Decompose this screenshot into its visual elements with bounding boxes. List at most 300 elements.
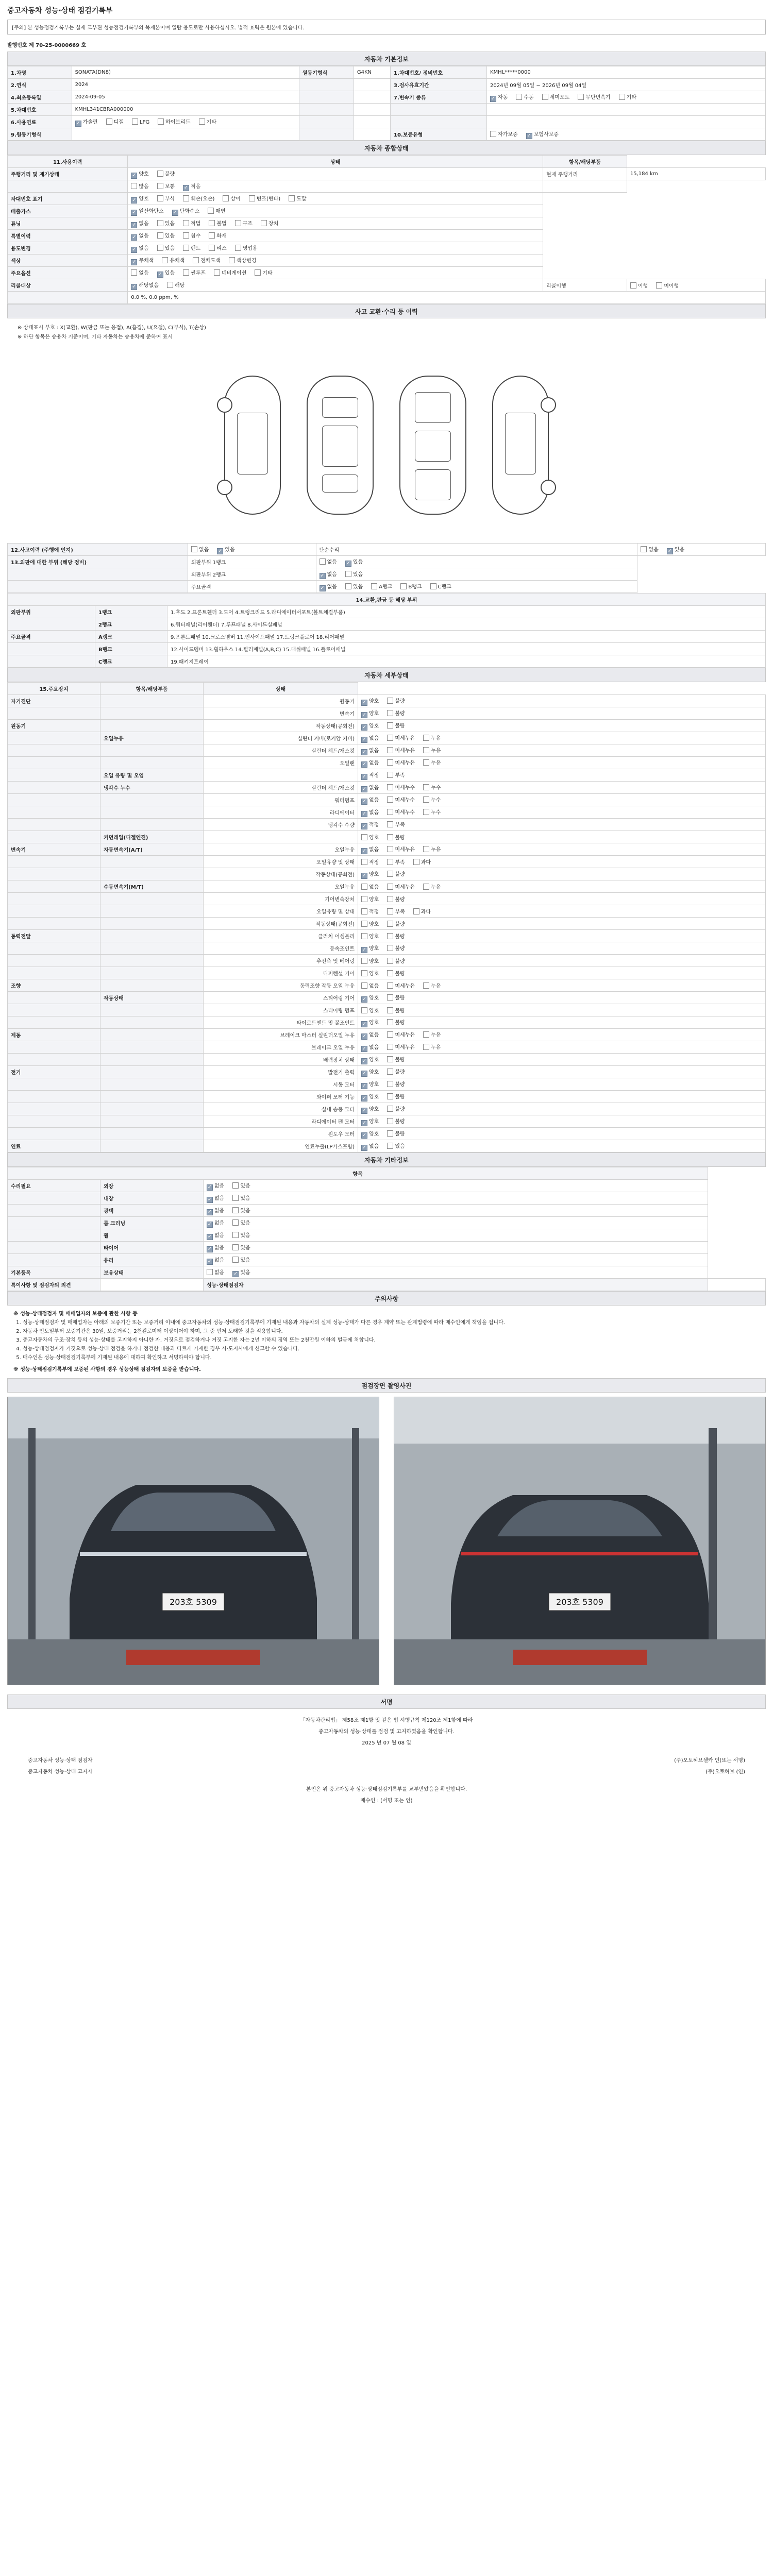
- option-label: 없음: [214, 1257, 225, 1263]
- checkbox[interactable]: ✓: [362, 1120, 367, 1126]
- section-accident: 사고 교환·수리 등 이력: [7, 304, 766, 318]
- section-notes: 주의사항: [7, 1291, 766, 1306]
- option: [345, 582, 363, 590]
- cell: [8, 942, 100, 955]
- checkbox[interactable]: [387, 1093, 393, 1099]
- checkbox[interactable]: ✓: [132, 246, 137, 252]
- checkbox[interactable]: [345, 571, 351, 577]
- option-label: 있음: [240, 1245, 250, 1251]
- parts-row: [8, 643, 766, 655]
- checkbox[interactable]: ✓: [362, 996, 367, 1002]
- checkbox[interactable]: [423, 796, 429, 803]
- checkbox[interactable]: ✓: [362, 749, 367, 755]
- cell: G4KN: [354, 66, 390, 79]
- cell: 냉각수 누수: [100, 782, 204, 794]
- option: [387, 721, 405, 729]
- cell: [316, 556, 637, 568]
- checkbox[interactable]: ✓: [362, 1070, 367, 1076]
- checkbox[interactable]: ✓: [362, 1095, 367, 1101]
- checkbox[interactable]: [423, 1044, 429, 1050]
- checkbox[interactable]: [106, 118, 112, 125]
- checkbox[interactable]: [167, 282, 173, 288]
- checkbox[interactable]: [387, 846, 393, 852]
- checkbox[interactable]: [387, 698, 393, 704]
- option-label: 양호: [139, 196, 149, 202]
- checkbox[interactable]: [209, 232, 215, 239]
- cell: 7.변속기 종류: [390, 91, 486, 104]
- checkbox[interactable]: ✓: [362, 1132, 367, 1138]
- checkbox[interactable]: [387, 1019, 393, 1025]
- cell: [358, 979, 766, 992]
- checkbox[interactable]: [207, 1269, 213, 1275]
- checkbox[interactable]: [361, 933, 367, 939]
- checkbox[interactable]: [255, 269, 261, 276]
- checkbox[interactable]: [191, 546, 197, 552]
- option: [361, 1067, 379, 1077]
- cell: [100, 1004, 204, 1016]
- option-label: 있음: [240, 1195, 250, 1201]
- checkbox[interactable]: [361, 982, 367, 989]
- checkbox[interactable]: [387, 722, 393, 728]
- checkbox[interactable]: [232, 1207, 239, 1213]
- detail-row: [8, 1115, 766, 1128]
- checkbox[interactable]: ✓: [362, 724, 367, 730]
- option: [387, 808, 415, 816]
- other-row: [8, 1192, 766, 1205]
- checkbox[interactable]: [320, 558, 326, 565]
- option: [430, 582, 451, 590]
- option-label: 있음: [240, 1183, 250, 1189]
- checkbox[interactable]: ✓: [362, 761, 367, 767]
- checkbox[interactable]: ✓: [132, 234, 137, 240]
- checkbox[interactable]: ✓: [362, 736, 367, 742]
- cell: [8, 1192, 100, 1205]
- option: [232, 1194, 250, 1201]
- checkbox[interactable]: ✓: [362, 1045, 367, 1052]
- checkbox[interactable]: [387, 1130, 393, 1137]
- checkbox[interactable]: ✓: [132, 172, 137, 178]
- option: [387, 1080, 405, 1088]
- cell: [100, 1078, 204, 1091]
- checkbox[interactable]: [183, 220, 189, 226]
- checkbox[interactable]: [387, 1007, 393, 1013]
- detail-row: [8, 769, 766, 782]
- checkbox[interactable]: [387, 1081, 393, 1087]
- option: [361, 1080, 379, 1089]
- option: [400, 582, 422, 590]
- option-label: 기타: [262, 270, 273, 276]
- cell: [543, 180, 627, 193]
- option: [361, 1043, 379, 1052]
- checkbox[interactable]: [387, 933, 393, 939]
- checkbox[interactable]: ✓: [667, 548, 672, 554]
- option-label: 누유: [430, 1032, 441, 1038]
- checkbox[interactable]: ✓: [207, 1221, 212, 1227]
- checkbox[interactable]: [423, 1031, 429, 1038]
- checkbox[interactable]: [361, 958, 367, 964]
- page-title: 중고자동차 성능·상태 점검기록부: [7, 7, 113, 15]
- checkbox[interactable]: ✓: [207, 1258, 212, 1264]
- checkbox[interactable]: [423, 982, 429, 989]
- checkbox[interactable]: [214, 269, 220, 276]
- option-label: 전체도색: [200, 258, 221, 264]
- option: [158, 117, 190, 125]
- option: [183, 182, 200, 191]
- checkbox[interactable]: [208, 208, 214, 214]
- checkbox[interactable]: ✓: [320, 572, 325, 579]
- cell: A랭크: [95, 631, 167, 643]
- checkbox[interactable]: [387, 945, 393, 951]
- checkbox[interactable]: [232, 1219, 239, 1226]
- checkbox[interactable]: [183, 245, 189, 251]
- header-cell: 15.주요장치: [8, 683, 100, 695]
- checkbox[interactable]: [516, 94, 522, 100]
- cell: [100, 967, 204, 979]
- checkbox[interactable]: [387, 772, 393, 778]
- cell: [100, 905, 204, 918]
- checkbox[interactable]: ✓: [362, 1058, 367, 1064]
- checkbox[interactable]: [387, 871, 393, 877]
- cell: 2.연식: [8, 79, 72, 91]
- option: [361, 820, 379, 829]
- option-label: 없음: [369, 748, 379, 754]
- checkbox[interactable]: [423, 747, 429, 753]
- checkbox[interactable]: [183, 195, 189, 201]
- checkbox[interactable]: [387, 821, 393, 827]
- checkbox[interactable]: ✓: [491, 95, 496, 101]
- checkbox[interactable]: [542, 94, 548, 100]
- checkbox[interactable]: ✓: [158, 271, 162, 277]
- cell: 특이사항 및 점검자의 의견: [8, 1279, 100, 1291]
- checkbox[interactable]: [387, 759, 393, 766]
- option-label: 이행: [637, 283, 648, 289]
- cell: [299, 104, 354, 116]
- checkbox[interactable]: ✓: [362, 786, 367, 792]
- checkbox[interactable]: ✓: [362, 946, 367, 953]
- checkbox[interactable]: [193, 257, 199, 263]
- checkbox[interactable]: [345, 583, 351, 589]
- checkbox[interactable]: [361, 859, 367, 865]
- checkbox[interactable]: [249, 195, 255, 201]
- cell: 스티어링 펌프: [204, 1004, 358, 1016]
- checkbox[interactable]: [131, 269, 137, 276]
- checkbox[interactable]: ✓: [362, 773, 367, 779]
- option-label: 있음: [352, 571, 363, 578]
- option: [361, 771, 379, 780]
- checkbox[interactable]: [209, 245, 215, 251]
- checkbox[interactable]: [361, 908, 367, 914]
- checkbox[interactable]: [387, 859, 393, 865]
- checkbox[interactable]: ✓: [207, 1209, 212, 1215]
- checkbox[interactable]: [132, 118, 138, 125]
- checkbox[interactable]: ✓: [132, 197, 137, 203]
- sign-date: 2025 년 07 월 08 일: [362, 1740, 411, 1746]
- checkbox[interactable]: [232, 1232, 239, 1238]
- option: [131, 182, 148, 190]
- detail-row: [8, 930, 766, 942]
- checkbox[interactable]: ✓: [527, 132, 531, 139]
- checkbox[interactable]: ✓: [362, 1033, 367, 1039]
- checkbox[interactable]: [157, 195, 163, 201]
- checkbox[interactable]: [157, 232, 163, 239]
- checkbox[interactable]: [289, 195, 295, 201]
- option-label: 미세누수: [395, 797, 415, 803]
- checkbox[interactable]: ✓: [132, 209, 137, 215]
- option: [131, 207, 163, 216]
- cell: 4.최초등록일: [8, 91, 72, 104]
- checkbox[interactable]: [387, 1118, 393, 1124]
- cell: [204, 1254, 708, 1266]
- detail-row: [8, 1103, 766, 1115]
- checkbox[interactable]: ✓: [132, 222, 137, 228]
- cell: 실린더 커버(로커암 커버): [204, 732, 358, 744]
- cell: [100, 720, 204, 732]
- option-label: 불량: [395, 723, 405, 729]
- option: [387, 697, 405, 704]
- option: [345, 557, 363, 567]
- checkbox[interactable]: [387, 921, 393, 927]
- checkbox[interactable]: [423, 759, 429, 766]
- checkbox[interactable]: [387, 884, 393, 890]
- checkbox[interactable]: ✓: [320, 585, 325, 591]
- checkbox[interactable]: [641, 546, 647, 552]
- checkbox[interactable]: [387, 809, 393, 815]
- checkbox[interactable]: [423, 784, 429, 790]
- checkbox[interactable]: [371, 583, 377, 589]
- checkbox[interactable]: [387, 747, 393, 753]
- option-label: 훼손(오손): [190, 196, 215, 202]
- option-label: 없음: [214, 1220, 225, 1226]
- checkbox[interactable]: ✓: [207, 1196, 212, 1202]
- cell: 시동 모터: [204, 1078, 358, 1091]
- checkbox[interactable]: ✓: [362, 823, 367, 829]
- checkbox[interactable]: ✓: [233, 1270, 238, 1277]
- cell: 타이로드엔드 및 볼조인트: [204, 1016, 358, 1029]
- checkbox[interactable]: ✓: [207, 1246, 212, 1252]
- checkbox[interactable]: [387, 1106, 393, 1112]
- checkbox[interactable]: [413, 908, 419, 914]
- cell: [358, 1078, 766, 1091]
- checkbox[interactable]: [235, 245, 241, 251]
- checkbox[interactable]: ✓: [362, 711, 367, 718]
- option-label: 양호: [369, 922, 379, 927]
- checkbox[interactable]: ✓: [132, 283, 137, 290]
- checkbox[interactable]: [209, 220, 215, 226]
- checkbox[interactable]: [423, 735, 429, 741]
- checkbox[interactable]: ✓: [362, 1021, 367, 1027]
- checkbox[interactable]: ✓: [183, 184, 189, 191]
- option-label: 있음: [240, 1269, 250, 1276]
- option: [131, 268, 148, 276]
- option: [183, 219, 200, 227]
- option-label: 기타: [206, 119, 216, 125]
- checkbox[interactable]: ✓: [362, 1107, 367, 1113]
- option-label: 양호: [369, 1094, 379, 1100]
- checkbox[interactable]: ✓: [362, 810, 367, 817]
- overall-row: [8, 193, 766, 205]
- checkbox[interactable]: [361, 1007, 367, 1013]
- checkbox[interactable]: [387, 735, 393, 741]
- checkbox[interactable]: ✓: [132, 259, 137, 265]
- checkbox[interactable]: [387, 796, 393, 803]
- option: [207, 1231, 224, 1240]
- checkbox[interactable]: ✓: [362, 699, 367, 705]
- option: [199, 117, 216, 125]
- checkbox[interactable]: [157, 245, 163, 251]
- checkbox[interactable]: [387, 994, 393, 1001]
- checkbox[interactable]: [578, 94, 584, 100]
- option: [361, 1030, 379, 1040]
- option-label: 없음: [214, 1195, 225, 1201]
- checkbox[interactable]: ✓: [76, 120, 80, 126]
- checkbox[interactable]: [387, 982, 393, 989]
- cell: [354, 128, 390, 141]
- option: [131, 244, 148, 253]
- checkbox[interactable]: [413, 859, 419, 865]
- checkbox[interactable]: [387, 908, 393, 914]
- checkbox[interactable]: [630, 282, 636, 289]
- option: [209, 231, 226, 239]
- checkbox[interactable]: [430, 583, 436, 589]
- checkbox[interactable]: [232, 1182, 239, 1189]
- option: [361, 1055, 379, 1064]
- checkbox[interactable]: [387, 1143, 393, 1149]
- option-label: 해당: [174, 282, 185, 289]
- checkbox[interactable]: ✓: [218, 548, 223, 554]
- checkbox[interactable]: [261, 220, 267, 226]
- checkbox[interactable]: [199, 118, 205, 125]
- checkbox[interactable]: ✓: [173, 209, 177, 215]
- option-label: 양호: [369, 995, 379, 1001]
- checkbox[interactable]: [235, 220, 241, 226]
- overall-row: [8, 217, 766, 230]
- option-label: 양호: [369, 1118, 379, 1125]
- option: [361, 944, 379, 953]
- checkbox[interactable]: [387, 834, 393, 840]
- checkbox[interactable]: [387, 1056, 393, 1062]
- checkbox[interactable]: [387, 970, 393, 976]
- front-photo: [7, 1397, 379, 1685]
- checkbox[interactable]: [157, 220, 163, 226]
- checkbox[interactable]: [400, 583, 407, 589]
- option: [423, 783, 441, 791]
- checkbox[interactable]: [157, 183, 163, 189]
- cell: 제동: [8, 1029, 100, 1041]
- checkbox[interactable]: ✓: [207, 1233, 212, 1240]
- cell: 조향: [8, 979, 100, 992]
- option-label: 불량: [395, 934, 405, 940]
- checkbox[interactable]: [361, 970, 367, 976]
- option-label: 불량: [395, 995, 405, 1001]
- notes-footer: ※ 성능·상태점검기록부에 보증된 사항의 경우 성능상태 점검자의 보증을 받습니다.: [13, 1367, 201, 1372]
- checkbox[interactable]: [232, 1244, 239, 1250]
- checkbox[interactable]: ✓: [207, 1184, 212, 1190]
- cell: [100, 1115, 204, 1128]
- checkbox[interactable]: [229, 257, 235, 263]
- checkbox[interactable]: [387, 1069, 393, 1075]
- cell: 발전기 출력: [204, 1066, 358, 1078]
- checkbox[interactable]: [162, 257, 168, 263]
- cell: [100, 918, 204, 930]
- accident-legend: [7, 318, 766, 347]
- checkbox[interactable]: ✓: [362, 848, 367, 854]
- checkbox[interactable]: [232, 1257, 239, 1263]
- option: [217, 545, 234, 554]
- checkbox[interactable]: [361, 921, 367, 927]
- option: [361, 957, 379, 964]
- checkbox[interactable]: ✓: [362, 1082, 367, 1089]
- checkbox[interactable]: [423, 809, 429, 815]
- checkbox[interactable]: [387, 784, 393, 790]
- detail-row: [8, 782, 766, 794]
- checkbox[interactable]: [387, 896, 393, 902]
- option-label: 누유: [430, 748, 441, 754]
- option-label: 없음: [139, 245, 149, 251]
- option-label: 있음: [225, 547, 235, 553]
- checkbox[interactable]: [387, 1044, 393, 1050]
- checkbox[interactable]: [157, 171, 163, 177]
- option-label: 화재: [216, 233, 227, 239]
- dealer-row: [7, 1767, 766, 1778]
- cell: 수동변속기(M/T): [100, 880, 204, 893]
- option-label: 부족: [395, 909, 405, 915]
- cell: 오일팬: [204, 757, 358, 769]
- detail-row: [8, 942, 766, 955]
- checkbox[interactable]: [387, 1031, 393, 1038]
- checkbox[interactable]: [361, 884, 367, 890]
- option-label: 미세누유: [395, 1032, 415, 1038]
- cell: 색상: [8, 255, 128, 267]
- checkbox[interactable]: [183, 269, 189, 276]
- cell: [128, 217, 543, 230]
- option: [320, 557, 337, 565]
- inspector-label: 중고자동차 성능·상태 점검자: [28, 1758, 93, 1764]
- option-label: 미세누유: [395, 748, 415, 754]
- option-label: 없음: [327, 559, 337, 565]
- checkbox[interactable]: [490, 131, 496, 137]
- detail-row: [8, 744, 766, 757]
- checkbox[interactable]: ✓: [346, 560, 351, 566]
- checkbox[interactable]: ✓: [362, 1144, 367, 1150]
- checkbox[interactable]: ✓: [362, 872, 367, 878]
- option: [387, 981, 415, 989]
- checkbox[interactable]: [387, 710, 393, 716]
- checkbox[interactable]: [656, 282, 662, 289]
- option: [361, 746, 379, 755]
- option: [207, 1206, 224, 1215]
- checkbox[interactable]: [619, 94, 625, 100]
- option: [387, 1142, 405, 1149]
- checkbox[interactable]: ✓: [362, 798, 367, 804]
- checkbox[interactable]: [361, 896, 367, 902]
- checkbox[interactable]: [423, 846, 429, 852]
- checkbox[interactable]: [361, 834, 367, 840]
- option-label: 있음: [164, 245, 175, 251]
- checkbox[interactable]: [223, 195, 229, 201]
- option-label: 미세누유: [395, 984, 415, 989]
- checkbox[interactable]: [158, 118, 164, 125]
- checkbox[interactable]: [423, 884, 429, 890]
- cell: [188, 544, 316, 556]
- option-label: 미세누유: [395, 1044, 415, 1050]
- checkbox[interactable]: [131, 183, 137, 189]
- checkbox[interactable]: [183, 232, 189, 239]
- checkbox[interactable]: [232, 1195, 239, 1201]
- cell: 1.차대번호/ 정비번호: [390, 66, 486, 79]
- cell: [100, 1041, 204, 1054]
- option-label: 장치: [268, 221, 279, 227]
- checkbox[interactable]: [387, 958, 393, 964]
